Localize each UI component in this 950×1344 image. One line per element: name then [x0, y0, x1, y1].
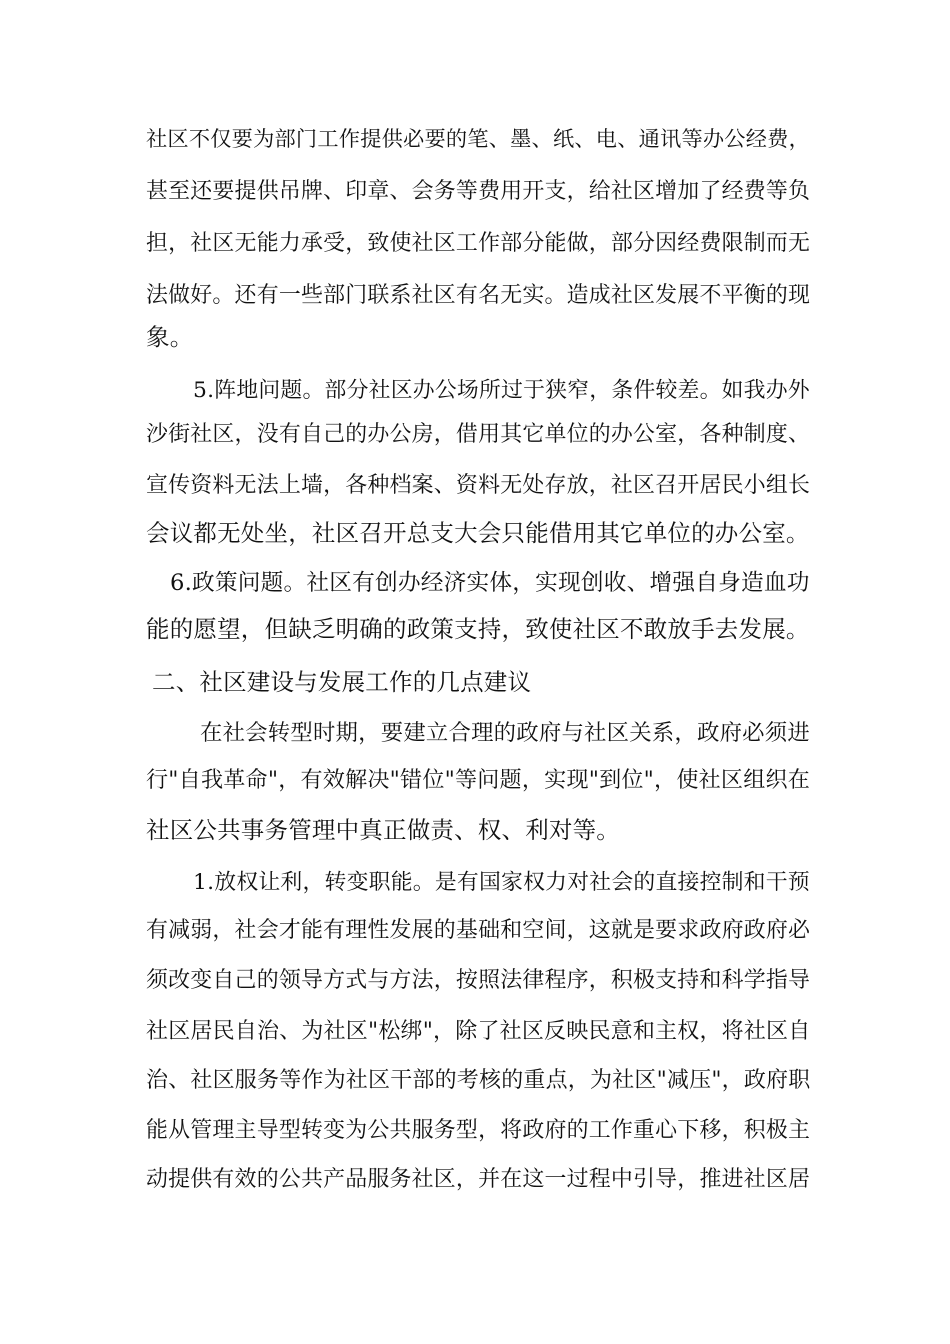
body-text-line: 6.政策问题。社区有创办经济实体，实现创收、增强自身造血功 — [170, 570, 810, 596]
body-text-line: 社区公共事务管理中真正做责、权、利对等。 — [146, 816, 620, 844]
body-text-line: 1.放权让利，转变职能。是有国家权力对社会的直接控制和干预 — [193, 870, 810, 895]
body-text-line: 担，社区无能力承受，致使社区工作部分能做，部分因经费限制而无 — [146, 231, 811, 256]
body-text-line: 5.阵地问题。部分社区办公场所过于狭窄，条件较差。如我办外 — [193, 378, 810, 403]
body-text-line: 须改变自己的领导方式与方法，按照法律程序，积极支持和科学指导 — [146, 968, 811, 993]
body-text-line: 动提供有效的公共产品服务社区，并在这一过程中引导，推进社区居 — [146, 1167, 811, 1192]
body-text-line: 能的愿望，但缺乏明确的政策支持，致使社区不敢放手去发展。 — [146, 615, 810, 643]
body-text-line: 能从管理主导型转变为公共服务型，将政府的工作重心下移，积极主 — [146, 1118, 811, 1143]
body-text-line: 宣传资料无法上墙，各种档案、资料无处存放，社区召开居民小组长 — [146, 473, 811, 498]
body-text-line: 行"自我革命"，有效解决"错位"等问题，实现"到位"，使社区组织在 — [146, 767, 811, 793]
body-text-line: 社区居民自治、为社区"松绑"，除了社区反映民意和主权，将社区自 — [146, 1019, 811, 1044]
body-text-line: 治、社区服务等作为社区干部的考核的重点，为社区"减压"，政府职 — [146, 1068, 811, 1093]
body-text-line: 法做好。还有一些部门联系社区有名无实。造成社区发展不平衡的现 — [146, 283, 811, 308]
body-text-line: 沙街社区，没有自己的办公房，借用其它单位的办公室，各种制度、 — [146, 422, 811, 447]
section-heading: 二、社区建设与发展工作的几点建议 — [152, 668, 532, 696]
body-text-line: 甚至还要提供吊牌、印章、会务等费用开支，给社区增加了经费等负 — [146, 179, 811, 204]
body-text-line: 有减弱，社会才能有理性发展的基础和空间，这就是要求政府政府必 — [146, 918, 811, 943]
body-text-line: 在社会转型时期，要建立合理的政府与社区关系，政府必须进 — [200, 720, 810, 746]
body-text-line: 象。 — [146, 323, 194, 351]
body-text-line: 会议都无处坐，社区召开总支大会只能借用其它单位的办公室。 — [146, 519, 810, 547]
body-text-line: 社区不仅要为部门工作提供必要的笔、墨、纸、电、通讯等办公经费， — [146, 127, 810, 152]
